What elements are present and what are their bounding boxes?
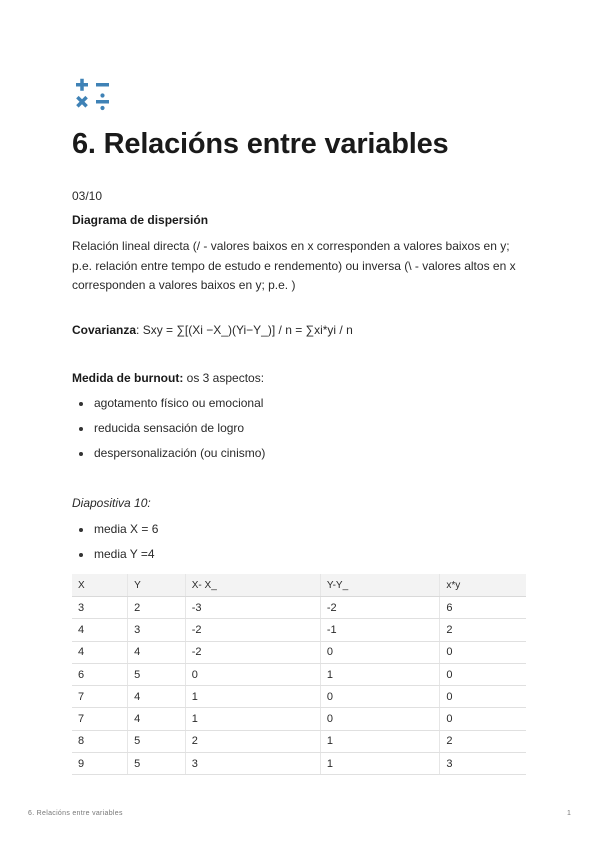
table-cell: 0 xyxy=(440,641,526,663)
table-cell: -3 xyxy=(185,597,320,619)
list-item: reducida sensación de logro xyxy=(72,419,265,444)
slide-title: Diapositiva 10: xyxy=(72,496,151,510)
covariance-label: Covarianza xyxy=(72,323,137,337)
covariance-line xyxy=(72,321,353,340)
table-cell: 1 xyxy=(185,708,320,730)
list-item: media X = 6 xyxy=(72,520,158,545)
table-cell: 0 xyxy=(320,641,440,663)
table-cell: 3 xyxy=(128,619,186,641)
table-cell: 0 xyxy=(440,686,526,708)
table-cell: 2 xyxy=(440,730,526,752)
table-row xyxy=(72,597,526,619)
date-label: 03/10 xyxy=(72,189,103,203)
column-header: x*y xyxy=(440,574,526,597)
table-cell: 8 xyxy=(72,730,128,752)
table-cell: 0 xyxy=(320,686,440,708)
table-cell: 0 xyxy=(440,663,526,685)
column-header: Y-Y_ xyxy=(320,574,440,597)
page-number: 1 xyxy=(567,810,571,817)
table-row xyxy=(72,641,526,663)
table-cell: 4 xyxy=(128,708,186,730)
table-cell: 1 xyxy=(185,686,320,708)
slide-list xyxy=(72,520,158,570)
list-item: despersonalización (ou cinismo) xyxy=(72,444,265,469)
data-table xyxy=(72,574,526,775)
table-cell: 9 xyxy=(72,753,128,775)
table-cell: 7 xyxy=(72,708,128,730)
table-cell: -2 xyxy=(185,641,320,663)
table-cell: 1 xyxy=(320,663,440,685)
list-item: agotamento físico ou emocional xyxy=(72,394,265,419)
section-heading-scatter: Diagrama de dispersión xyxy=(72,213,209,227)
burnout-label: Medida de burnout: xyxy=(72,371,184,385)
table-row xyxy=(72,663,526,685)
footer-title: 6. Relacións entre variables xyxy=(28,810,123,817)
table-cell: 0 xyxy=(185,663,320,685)
burnout-line xyxy=(72,369,264,388)
table-cell: 6 xyxy=(72,663,128,685)
table-cell: 1 xyxy=(320,753,440,775)
table-cell: 2 xyxy=(185,730,320,752)
table-cell: 2 xyxy=(128,597,186,619)
page-title: 6. Relacións entre variables xyxy=(72,128,449,160)
covariance-formula: : Sxy = ∑[(Xi −X_)(Yi−Y_)] / n = ∑xi*yi / n xyxy=(136,323,353,337)
table-cell: 4 xyxy=(72,641,128,663)
burnout-list xyxy=(72,394,265,469)
table-cell: 5 xyxy=(128,663,186,685)
column-header: X- X_ xyxy=(185,574,320,597)
scatter-description: Relación lineal directa (/ - valores baixos en x corresponden a valores baixos en y; p.e. relación entre tempo de estudo e rendemento) ou inversa (\ - valores altos en x corresponden a valores baixos en y; p.e. ) xyxy=(72,239,516,292)
table-row xyxy=(72,730,526,752)
table-cell: 3 xyxy=(185,753,320,775)
table-cell: -2 xyxy=(185,619,320,641)
column-header: X xyxy=(72,574,128,597)
table-cell: 4 xyxy=(128,641,186,663)
table-row xyxy=(72,686,526,708)
table-cell: -1 xyxy=(320,619,440,641)
calculator-operations-icon xyxy=(74,76,114,112)
table-cell: 0 xyxy=(320,708,440,730)
table-cell: 4 xyxy=(72,619,128,641)
table-header-row xyxy=(72,574,526,597)
burnout-text: os 3 aspectos: xyxy=(183,371,265,385)
table-row xyxy=(72,708,526,730)
table-cell: 4 xyxy=(128,686,186,708)
column-header: Y xyxy=(128,574,186,597)
table-cell: 5 xyxy=(128,730,186,752)
table-cell: -2 xyxy=(320,597,440,619)
table-row xyxy=(72,619,526,641)
table-cell: 3 xyxy=(72,597,128,619)
table-cell: 0 xyxy=(440,708,526,730)
table-cell: 3 xyxy=(440,753,526,775)
table-cell: 1 xyxy=(320,730,440,752)
table-row xyxy=(72,753,526,775)
table-cell: 2 xyxy=(440,619,526,641)
list-item: media Y =4 xyxy=(72,545,158,570)
table-cell: 5 xyxy=(128,753,186,775)
table-cell: 7 xyxy=(72,686,128,708)
table-cell: 6 xyxy=(440,597,526,619)
